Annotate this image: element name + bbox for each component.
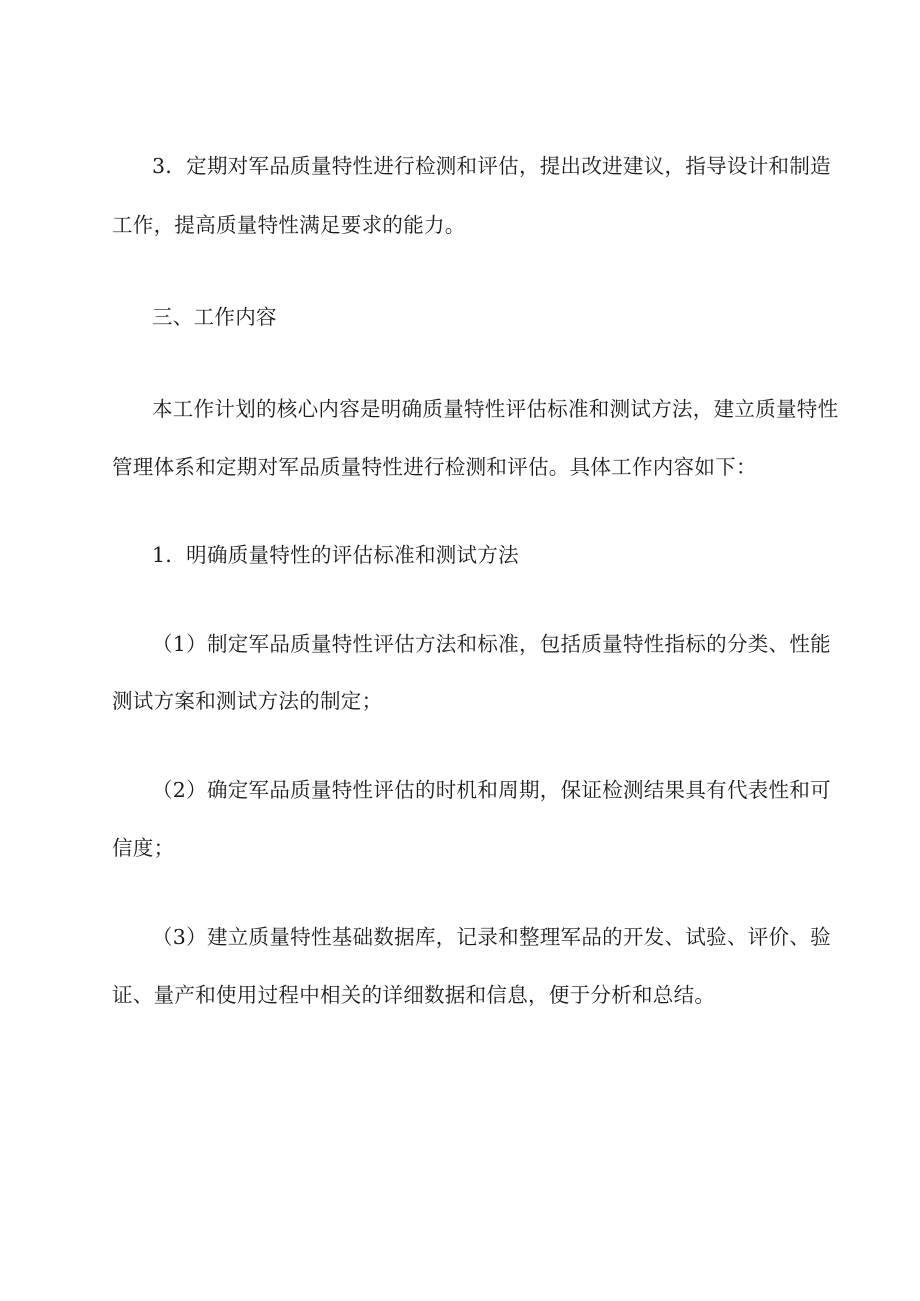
subsection-heading: 1．明确质量特性的评估标准和测试方法 [152,543,519,567]
paragraph-2-line1: （2）确定军品质量特性评估的时机和周期，保证检测结果具有代表性和可 [152,778,831,802]
paragraph-1-line2: 测试方案和测试方法的制定； [112,689,383,713]
section-heading: 三、工作内容 [152,305,277,329]
item3-line2: 工作，提高质量特性满足要求的能力。 [112,213,466,237]
paragraph-2-line2: 信度； [112,836,175,860]
item3-line1: 3．定期对军品质量特性进行检测和评估，提出改进建议，指导设计和制造 [152,154,831,178]
intro-line1: 本工作计划的核心内容是明确质量特性评估标准和测试方法，建立质量特性 [152,397,839,421]
paragraph-3-line1: （3）建立质量特性基础数据库，记录和整理军品的开发、试验、评价、验 [152,925,831,949]
intro-line2: 管理体系和定期对军品质量特性进行检测和评估。具体工作内容如下： [112,455,757,479]
paragraph-1-line1: （1）制定军品质量特性评估方法和标准，包括质量特性指标的分类、性能 [152,632,831,656]
paragraph-3-line2: 证、量产和使用过程中相关的详细数据和信息，便于分析和总结。 [112,983,716,1007]
